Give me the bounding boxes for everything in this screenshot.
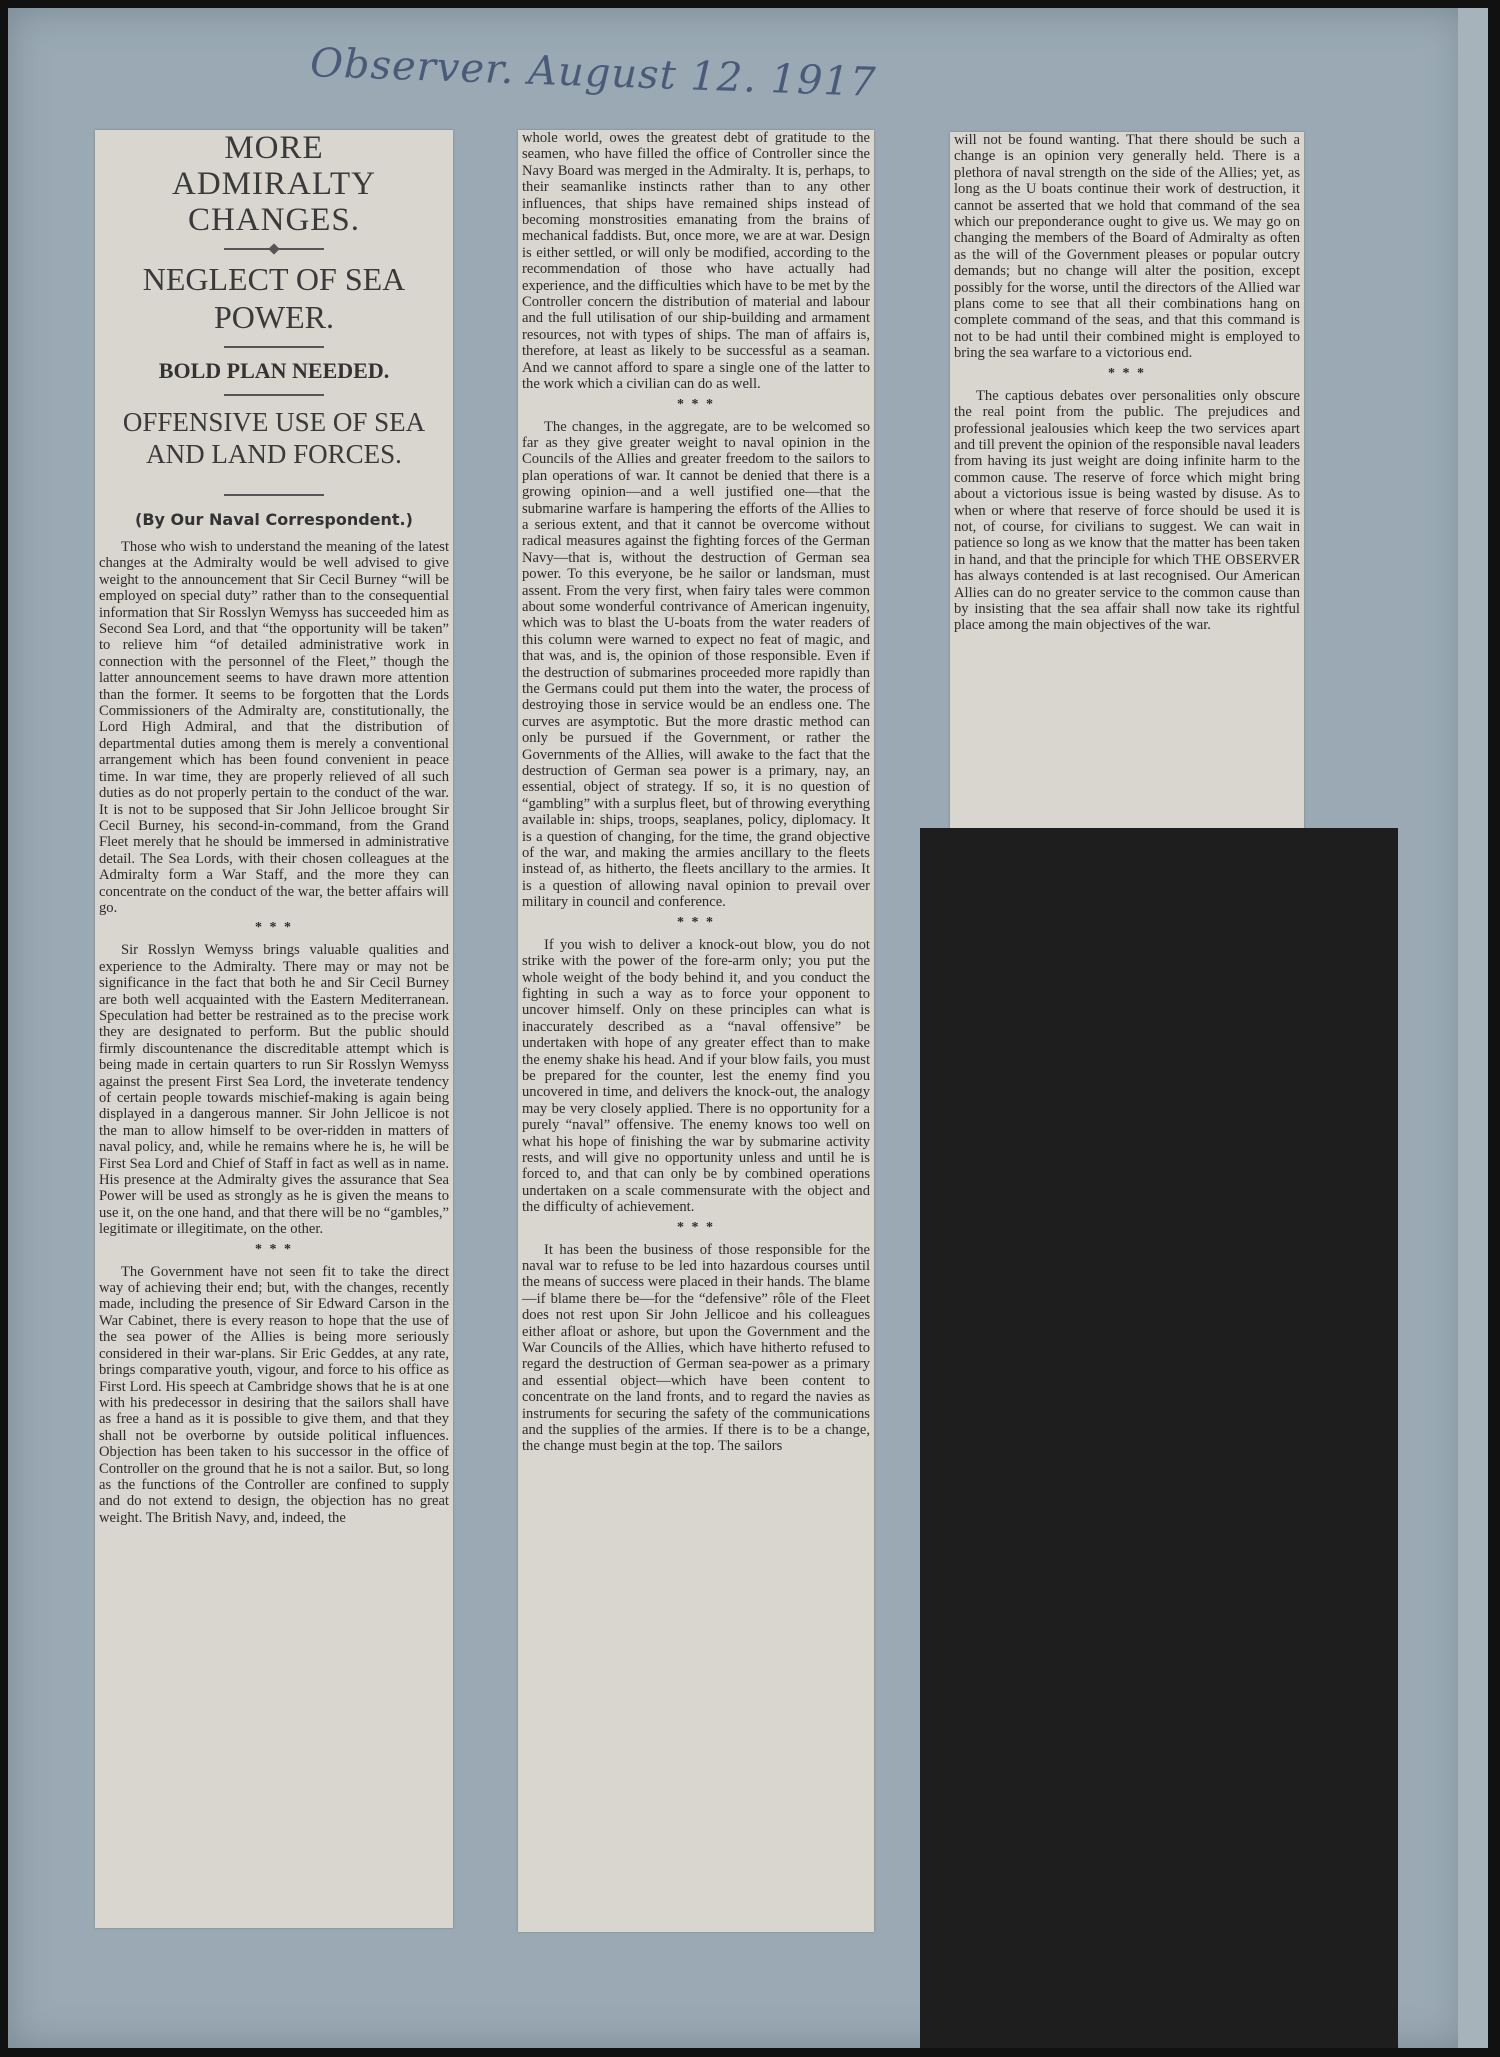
section-separator: * * * (677, 396, 715, 412)
headline-subhead: OFFENSIVE USE OF SEA AND LAND FORCES. (122, 407, 426, 469)
section-separator: * * * (1108, 365, 1146, 381)
clipping-column-1 (95, 130, 453, 1928)
paragraph: It has been the business of those responsible for the naval war to refuse to be led into hazardous courses until the means of success were placed in their hands. The blame—if blame there be—for the “defensive” rôle of the Fleet does not rest upon Sir John Jellicoe and his colleagues either afloat or ashore, but upon the Government and the War Councils of the Allies, which have hitherto refused to regard the destruction of German sea-power as a primary and essential object—which have been content to concentrate on the land fronts, and to regard the navies as instruments for securing the safety of the communications and the supplies of the armies. If there is to be a change, the change must begin at the top. The sailors (522, 1241, 870, 1455)
clipping-column-2 (518, 130, 874, 1932)
section-separator: * * * (255, 1241, 293, 1257)
byline: (By Our Naval Correspondent.) (135, 510, 413, 529)
paragraph: If you wish to deliver a knock-out blow, you do not strike with the power of the fore-arm only; you put the whole weight of the body behind it, and you conduct the fighting in such a way as to force your opponent to uncover himself. Only on these principles can what is inaccurately described as a “naval offensive” be undertaken with hope of any greater effect than to make the enemy shake his head. And if your blow fails, you must be prepared for the counter, lest the enemy find you uncovered in time, and delivers the knock-out, the analogy may be very closely applied. There is no opportunity for a purely “naval” offensive. The enemy knows too well on what his hope of finishing the war by submarine activity rests, and will give no opportunity unless and until he is forced to, and that can only be by combined operations undertaken on a scale commensurate with the object and the difficulty of achievement. (522, 936, 870, 1216)
paragraph: whole world, owes the greatest debt of gratitude to the seamen, who have filled the office of Controller since the Navy Board was merged in the Admiralty. It is, perhaps, to their seamanlike instincts rather than to any other influences, that ships have remained ships instead of becoming monstrosities emanating from the brains of mechanical faddists. But, once more, we are at war. Design is either settled, or will only be modified, according to the recommendation of those who have actually had experience, and the difficulties which have to be met by the Controller concern the distribution of material and labour and the full utilisation of our ship-building and armament resources, not with types of ships. The man of affairs is, therefore, at least as likely to be successful as a seaman. And we cannot afford to spare a single one of the latter to the work which a civilian can do as well. (522, 130, 870, 393)
paragraph: will not be found wanting. That there should be such a change is an opinion very generally held. There is a plethora of naval strength on the side of the Allies; yet, as long as the U boats continue their work of destruction, it cannot be asserted that we hold that command of the sea which our preponderance ought to give us. We may go on changing the members of the Board of Admiralty as often as the will of the Government pleases or popular outcry demands; but no change will alter the position, except possibly for the worse, until the directors of the Allied war plans come to see that all their combinations hang on complete command of the seas, and that this command is not to be had until their combined might is employed to bring the sea warfare to a victorious end. (954, 132, 1300, 362)
paragraph: Those who wish to understand the meaning of the latest changes at the Admiralty would be well advised to give weight to the announcement that Sir Cecil Burney “will be employed on special duty” rather than to the consequential information that Sir Rosslyn Wemyss has succeeded him as Second Sea Lord, and that “the opportunity will be taken” to relieve him “of detailed administrative work in connection with the personnel of the Fleet,” though the latter announcement seems to have drawn more attention than the former. It seems to be forgotten that the Lords Commissioners of the Admiralty are, constitutionally, the Lord High Admiral, and that the distribution of departmental duties among them is merely a conventional arrangement which has been found convenient in peace time. In war time, they are properly relieved of all such duties as do not properly pertain to the conduct of the war. It is not to be supposed that Sir John Jellicoe brought Sir Cecil Burney, his second-in-command, from the Grand Fleet merely that he should be immersed in administrative detail. The Sea Lords, with their chosen colleagues at the Admiralty form a War Staff, and the more they can concentrate on the conduct of the war, the better affairs will go. (99, 539, 449, 916)
paragraph: The Government have not seen fit to take the direct way of achieving their end; but, with the changes, recently made, including the presence of Sir Edward Carson in the War Cabinet, there is every reason to hope that the use of the sea power of the Allies is being more seriously considered in their war-plans. Sir Eric Geddes, at any rate, brings comparative youth, vigour, and force to his office as First Lord. His speech at Cambridge shows that he is at one with his predecessor in desiring that the sailors shall have as free a hand as it is possible to give them, and that they shall not be overborne by outside political influences. Objection has been taken to his successor in the office of Controller on the ground that he is not a sailor. But, so long as the functions of the Controller are confined to supply and do not extend to design, the objection has no great weight. The British Navy, and, indeed, the (99, 1263, 449, 1526)
section-separator: * * * (677, 914, 715, 930)
paragraph: The changes, in the aggregate, are to be welcomed so far as they give greater weight to naval opinion in the Councils of the Allies and greater freedom to the sailors to plan operations of war. It cannot be denied that there is a growing opinion—and a well justified one—that the submarine warfare is hampering the efforts of the Allies to a serious extent, and that it cannot be overcome without radical measures against the fighting forces of the German Navy—that is, without the destruction of German sea power. To this everyone, be he sailor or landsman, must assent. From the very first, when fairy tales were common about some wonderful contrivance of American ingenuity, which was to blast the U-boats from the water readers of this column were warned to expect no feat of magic, and that was, and is, the opinion of those responsible. Even if the destruction of submarines proceeded more rapidly than the Germans could put them into the water, the process of destroying those in service would be an endless one. The curves are asymptotic. But the more drastic method can only be pursued if the Government, or rather the Governments of the Allies, will awake to the fact that the destruction of German sea power is a primary, nay, an essential, object of strategy. If so, it is no question of “gambling” with a surplus fleet, but of throwing everything available in: ships, troops, seaplanes, policy, diplomacy. It is a question of changing, for the time, the grand objective of the war, and making the armies ancillary to the fleets instead of, as hitherto, the fleets ancillary to the armies. It is a question of allowing naval opinion to prevail over military in council and conference. (522, 418, 870, 911)
handwritten-annotation: Observer. August 12. 1917 (309, 40, 878, 106)
headline-divider (224, 248, 324, 250)
paragraph: Sir Rosslyn Wemyss brings valuable qualities and experience to the Admiralty. There may or may not be significance in the fact that both he and Sir Cecil Burney are both well acquainted with the Eastern Mediterranean. Speculation had better be restrained as to the precise work they are designated to perform. But the public should firmly discountenance the discreditable attempt which is being made in certain quarters to run Sir Rosslyn Wemyss against the present First Sea Lord, the inveterate tendency of certain people towards mischief-making is again being displayed in a dangerous manner. Sir John Jellicoe is not the man to allow himself to be over-ridden in matters of naval policy, and, while he remains where he is, he will be First Sea Lord and Chief of Staff in fact as well as in name. His presence at the Admiralty gives the assurance that Sea Power will be used as strongly as he is given the means to use it, on the one hand, and that there will be no “gambles,” legitimate or illegitimate, on the other. (99, 942, 449, 1238)
board-edge (1458, 8, 1488, 2048)
headline-divider (224, 346, 324, 348)
paragraph: The captious debates over personalities only obscure the real point from the public. The prejudices and professional jealousies which keep the two services apart and till prevent the opinion of the responsible naval leaders from having its just weight are doing infinite harm to the common cause. The reserve of force which might bring about a victorious issue is being wasted by disuse. As to when or where that reserve of force should be used it is not, of course, for civilians to suggest. We can wait in patience so long as we know that the matter has been taken in hand, and that the principle for which THE OBSERVER has always contended is at last recognised. Our American Allies can do no greater service to the common cause than by insisting that the sea affair shall now take its rightful place among the main objectives of the war. (954, 387, 1300, 634)
headline-divider (224, 394, 324, 396)
section-separator: * * * (677, 1219, 715, 1235)
black-paper-sheet (920, 828, 1398, 2048)
headline-secondary: NEGLECT OF SEA POWER. (142, 261, 406, 335)
clipping-column-3 (950, 132, 1304, 830)
section-separator: * * * (255, 920, 293, 936)
headline-divider (224, 494, 324, 496)
headline-main: MORE ADMIRALTY CHANGES. (172, 130, 376, 238)
headline-tertiary: BOLD PLAN NEEDED. (158, 358, 390, 383)
